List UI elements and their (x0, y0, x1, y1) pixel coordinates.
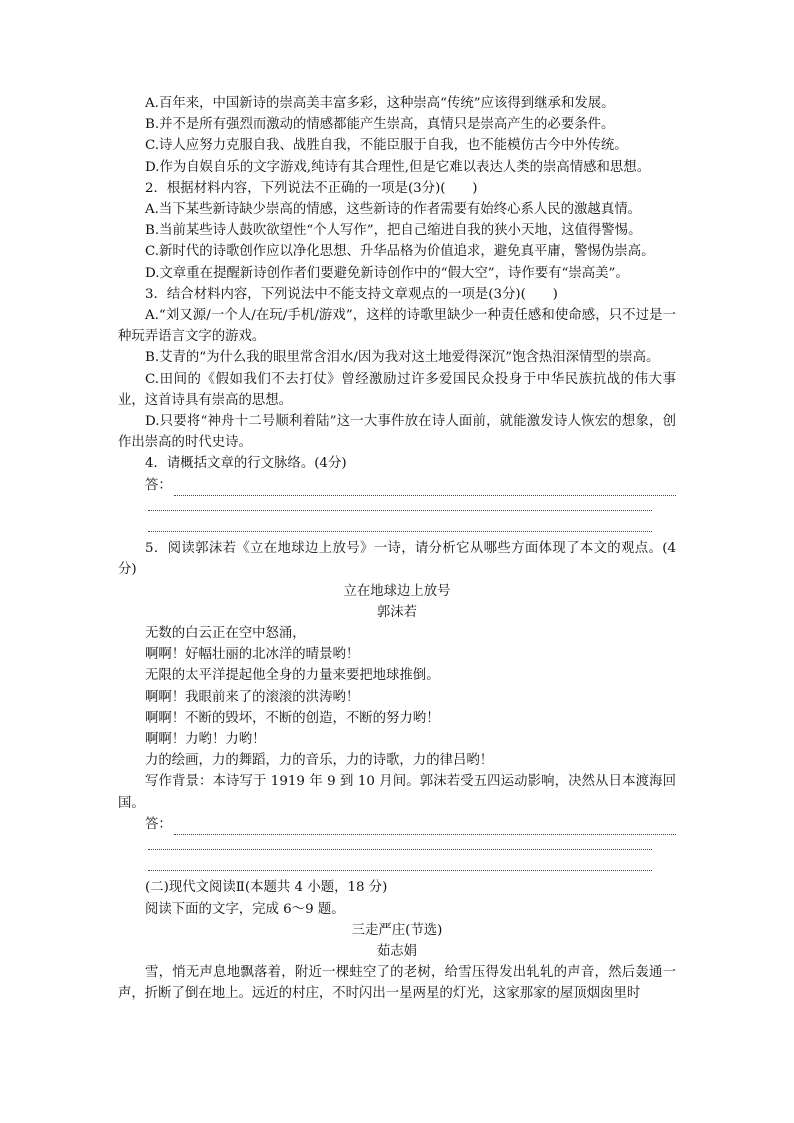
q4-answer-label: 答： (145, 477, 172, 493)
q4-answer-blank-1[interactable] (118, 496, 676, 517)
poem-line: 无数的白云正在空中怒涌， (145, 626, 306, 642)
q2-option-d: D.文章重在提醒新诗创作者们要避免新诗创作中的“假大空”，诗作要有“崇高美”。 (145, 265, 629, 281)
poem-background: 写作背景：本诗写于 1919 年 9 到 10 月间。郭沫若受五四运动影响，决然从日本渡海回国。 (118, 774, 676, 811)
q2-option-b: B.当前某些诗人鼓吹欲望性“个人写作”，把自己缩进自我的狭小天地，这值得警惕。 (145, 223, 642, 239)
q2-stem: 2．根据材料内容，下列说法不正确的一项是(3分)( ) (145, 180, 478, 196)
section-instruction: 阅读下面的文字，完成 6～9 题。 (145, 901, 345, 917)
poem-author: 郭沫若 (376, 604, 418, 620)
q3-option-b: B.艾青的“为什么我的眼里常含泪水/因为我对这土地爱得深沉”饱含热泪深情型的崇高。 (145, 350, 660, 366)
q2-option-c: C.新时代的诗歌创作应以净化思想、升华品格为价值追求，避免真平庸，警惕伪崇高。 (145, 244, 655, 260)
section-heading: (二)现代文阅读Ⅱ(本题共 4 小题，18 分) (145, 880, 388, 896)
document-page (118, 93, 676, 1005)
poem-line: 啊啊！力哟！力哟！ (145, 732, 266, 748)
poem-line: 啊啊！好幅壮丽的北冰洋的晴景哟！ (145, 647, 360, 663)
q5-answer-blank-2[interactable] (118, 856, 676, 877)
q2-option-a: A.当下某些新诗缺少崇高的情感，这些新诗的作者需要有始终心系人民的激越真情。 (145, 202, 641, 218)
q4-answer-line[interactable] (118, 475, 676, 496)
q5-answer-blank-1[interactable] (118, 835, 676, 856)
poem-title: 立在地球边上放号 (343, 583, 451, 599)
q3-stem: 3．结合材料内容，下列说法中不能支持文章观点的一项是(3分)( ) (145, 286, 558, 302)
poem-line: 啊啊！不断的毁坏，不断的创造，不断的努力哟！ (145, 710, 440, 726)
answer-dotted-line (174, 822, 676, 835)
answer-dotted-line (174, 483, 676, 496)
poem-line: 无限的太平洋提起他全身的力量来要把地球推倒。 (145, 668, 440, 684)
q1-option-d: D.作为自娱自乐的文字游戏,纯诗有其合理性,但是它难以表达人类的崇高情感和思想。 (145, 159, 651, 175)
q3-option-d: D.只要将“神舟十二号顺利着陆”这一大事件放在诗人面前，就能激发诗人恢宏的想象，创作出崇高的时代史诗。 (118, 414, 676, 451)
passage-paragraph: 雪，悄无声息地飘落着，附近一棵蛀空了的老树，给雪压得发出轧轧的声音，然后轰通一声，折断了倒在地上。远近的村庄，不时闪出一星两星的灯光，这家那家的屋顶烟囱里时 (118, 965, 676, 1002)
passage-author: 茹志娟 (376, 944, 418, 960)
q4-stem: 4．请概括文章的行文脉络。(4分) (145, 456, 347, 472)
q1-option-a: A.百年来，中国新诗的崇高美丰富多彩，这种崇高“传统”应该得到继承和发展。 (145, 96, 615, 111)
poem-line: 啊啊！我眼前来了的滚滚的洪涛哟！ (145, 689, 360, 705)
q5-stem: 5．阅读郭沫若《立在地球边上放号》一诗，请分析它从哪些方面体现了本文的观点。(4分) (118, 541, 676, 578)
q4-answer-blank-2[interactable] (118, 517, 676, 538)
q5-answer-line[interactable] (118, 814, 676, 835)
q5-answer-label: 答： (145, 816, 172, 832)
q3-option-a: A.“刘又源/一个人/在玩/手机/游戏”，这样的诗歌里缺少一种责任感和使命感，只不过是一种玩弄语言文字的游戏。 (118, 308, 676, 345)
q1-option-c: C.诗人应努力克服自我、战胜自我，不能臣服于自我，也不能模仿古今中外传统。 (145, 138, 628, 154)
passage-title: 三走严庄(节选) (351, 922, 443, 938)
poem-line: 力的绘画，力的舞蹈，力的音乐，力的诗歌，力的律吕哟！ (145, 753, 494, 769)
q3-option-c: C.田间的《假如我们不去打仗》曾经激励过许多爱国民众投身于中华民族抗战的伟大事业，这首诗具有崇高的思想。 (118, 371, 676, 408)
q1-option-b: B.并不是所有强烈而激动的情感都能产生崇高，真情只是崇高产生的必要条件。 (145, 117, 615, 133)
